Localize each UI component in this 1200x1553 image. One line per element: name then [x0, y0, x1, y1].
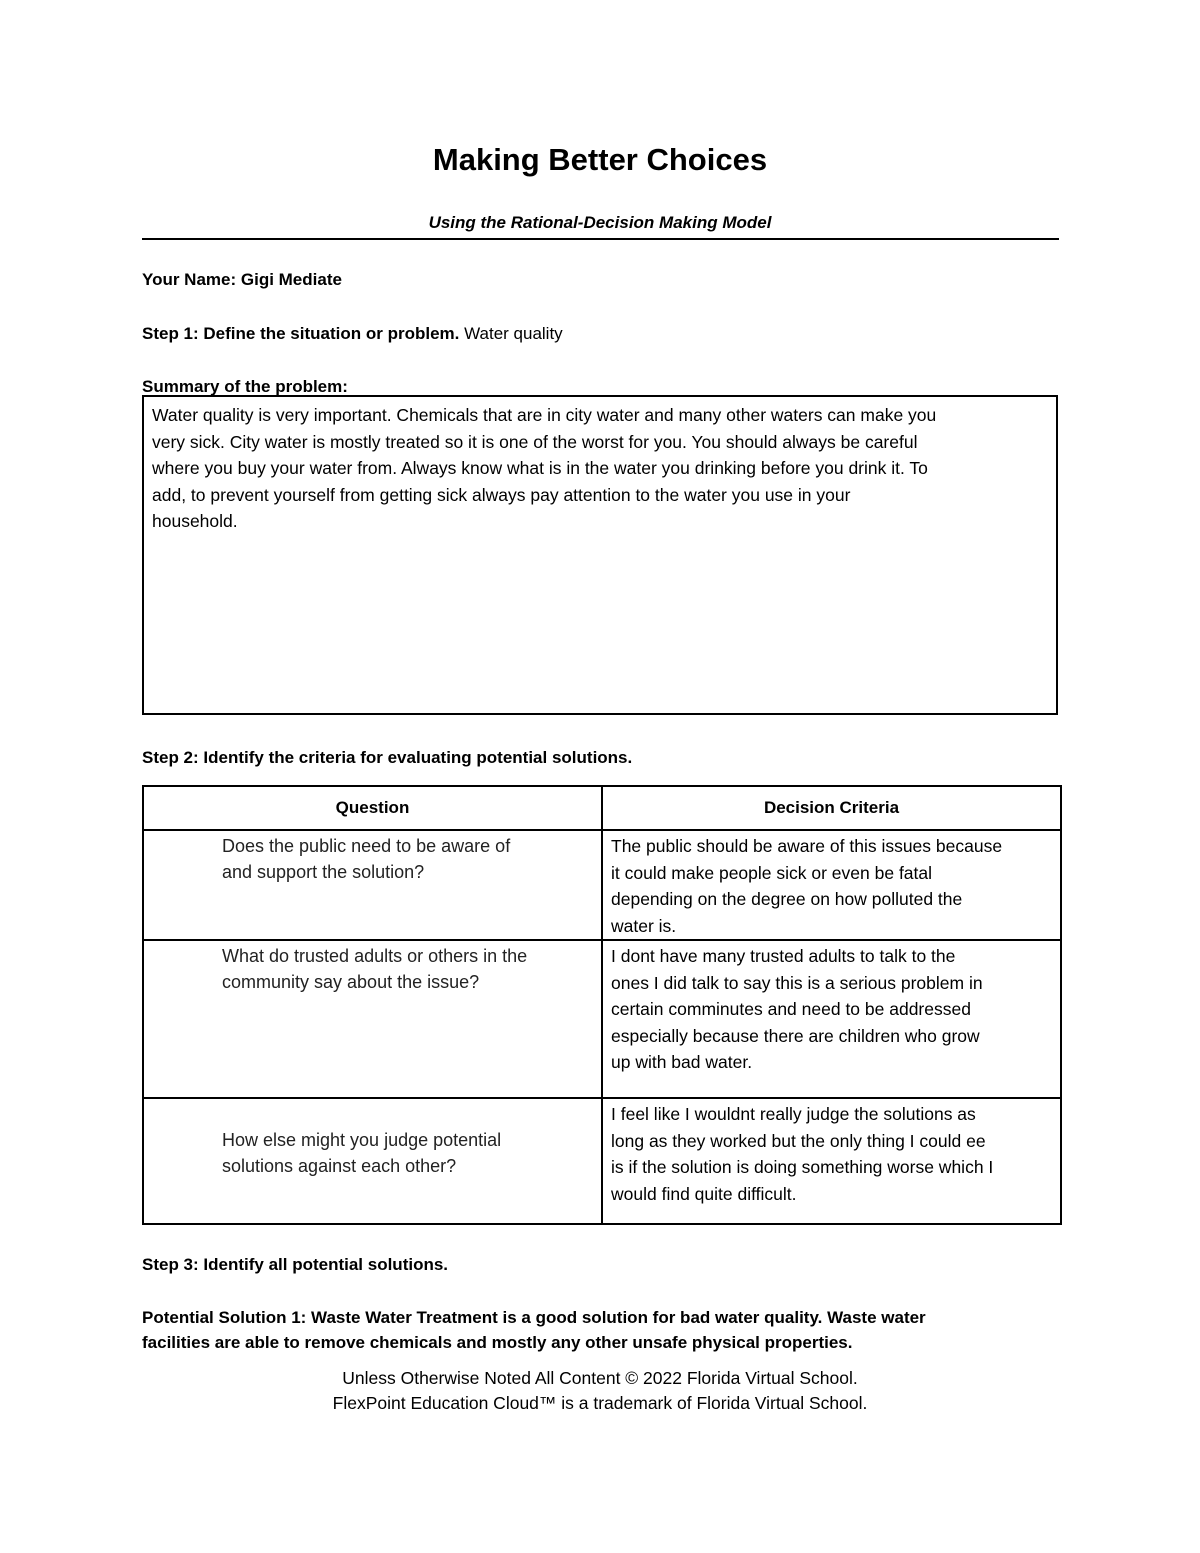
criteria-line: The public should be aware of this issues because [611, 836, 1003, 856]
criteria-line: ones I did talk to say this is a serious problem in [611, 972, 983, 993]
criteria-cell[interactable] [602, 940, 1061, 1098]
question-line: community say about the issue? [222, 972, 480, 992]
criteria-line: up with bad water. [611, 1052, 753, 1072]
summary-line: add, to prevent yourself from getting sick always pay attention to the water you use in your [152, 484, 851, 505]
criteria-line: long as they worked but the only thing I could ee [611, 1130, 986, 1151]
criteria-line: I dont have many trusted adults to talk to the [611, 946, 956, 966]
criteria-line: water is. [611, 915, 677, 936]
table-row [143, 940, 1061, 1098]
question-line: solutions against each other? [222, 1156, 457, 1176]
criteria-line: certain comminutes and need to be addressed [611, 999, 971, 1019]
footer-trademark: FlexPoint Education Cloud™ is a trademark of Florida Virtual School. [332, 1393, 868, 1413]
title-divider [142, 238, 1059, 240]
criteria-line: depending on the degree on how polluted the [611, 889, 963, 909]
table-row [143, 1098, 1061, 1224]
step1-line [142, 323, 563, 345]
table-header-row [143, 786, 1061, 830]
summary-line: household. [152, 511, 238, 531]
page-subtitle: Using the Rational-Decision Making Model [428, 213, 772, 232]
step1-label: Step 1: Define the situation or problem. [142, 324, 460, 343]
summary-textbox[interactable] [142, 395, 1058, 715]
summary-label: Summary of the problem: [142, 377, 348, 396]
criteria-cell[interactable] [602, 1098, 1061, 1224]
criteria-line: it could make people sick or even be fatal [611, 862, 933, 883]
table-row [143, 830, 1061, 940]
question-line: How else might you judge potential [222, 1130, 502, 1150]
question-column-header: Question [143, 786, 602, 830]
criteria-column-header: Decision Criteria [602, 786, 1061, 830]
question-line: Does the public need to be aware of [222, 836, 511, 856]
question-line: What do trusted adults or others in the [222, 946, 528, 966]
solution1-line: facilities are able to remove chemicals and mostly any other unsafe physical properties. [142, 1333, 853, 1352]
summary-line: where you buy your water from. Always know what is in the water you drinking before you drink it. To [152, 458, 928, 478]
question-cell [143, 940, 602, 1098]
criteria-table [142, 785, 1062, 1225]
solution1-line: Potential Solution 1: Waste Water Treatment is a good solution for bad water quality. Waste water [142, 1308, 926, 1327]
summary-line: Water quality is very important. Chemicals that are in city water and many other waters can make you [152, 405, 937, 425]
criteria-line: is if the solution is doing something worse which I [611, 1157, 994, 1177]
question-cell [143, 830, 602, 940]
step1-answer: Water quality [459, 324, 563, 343]
question-cell [143, 1098, 602, 1224]
criteria-line: especially because there are children who grow [611, 1025, 980, 1046]
footer-copyright: Unless Otherwise Noted All Content © 2022 Florida Virtual School. [342, 1368, 858, 1388]
step3-label: Step 3: Identify all potential solutions. [142, 1255, 449, 1274]
criteria-line: I feel like I wouldnt really judge the solutions as [611, 1104, 976, 1124]
student-name: Your Name: Gigi Mediate [142, 270, 342, 289]
question-line: and support the solution? [222, 862, 425, 882]
criteria-line: would find quite difficult. [611, 1183, 797, 1204]
summary-line: very sick. City water is mostly treated so it is one of the worst for you. You should always be careful [152, 431, 918, 452]
criteria-cell[interactable] [602, 830, 1061, 940]
page-title: Making Better Choices [432, 142, 768, 177]
step2-label: Step 2: Identify the criteria for evaluating potential solutions. [142, 748, 633, 767]
